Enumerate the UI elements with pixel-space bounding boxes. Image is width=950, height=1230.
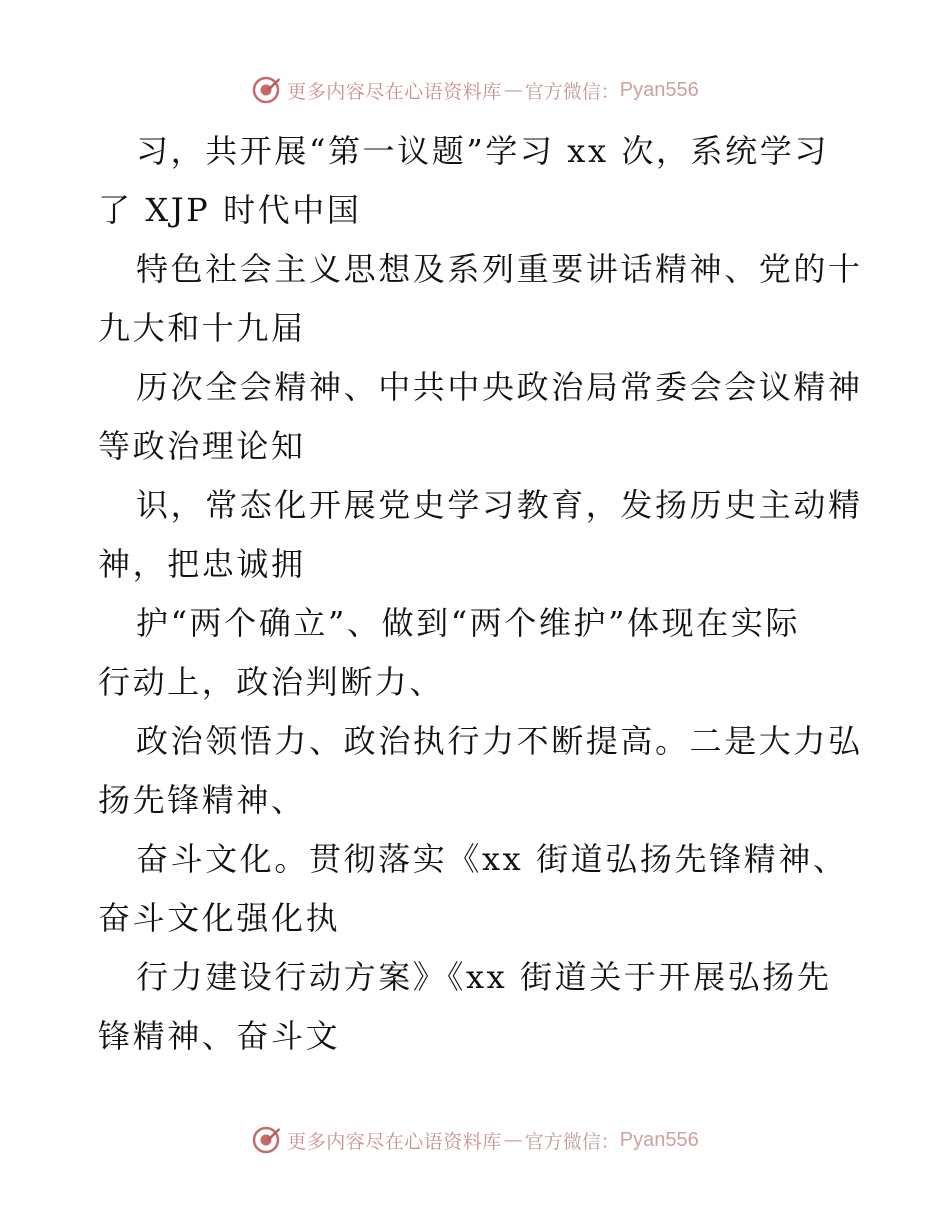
footer-watermark: [0, 1120, 950, 1160]
pen-logo-icon: [251, 1125, 281, 1155]
watermark-text: 更多内容尽在心语资料库: [287, 80, 502, 103]
text-line: 奋斗文化。贯彻落实《xx 街道弘扬先锋精神、: [136, 840, 848, 878]
watermark-separator: —: [503, 1129, 523, 1151]
text-line: 特色社会主义思想及系列重要讲话精神、党的十: [136, 250, 863, 288]
text-line: 政治领悟力、政治执行力不断提高。二是大力弘: [136, 722, 863, 760]
pen-logo-icon: [251, 75, 281, 105]
text-line: 等政治理论知: [98, 427, 306, 465]
text-line: 识，常态化开展党史学习教育，发扬历史主动精: [136, 486, 863, 524]
watermark-wechat-label: 官方微信：: [524, 1130, 620, 1153]
text-line: 九大和十九届: [98, 309, 306, 347]
text-line: 锋精神、奋斗文: [98, 1017, 341, 1055]
header-watermark: [0, 70, 950, 110]
watermark-wechat-id: Pyan556: [619, 78, 699, 101]
watermark-separator: —: [503, 79, 523, 101]
text-line: 奋斗文化强化执: [98, 899, 341, 937]
text-line: 行动上，政治判断力、: [98, 663, 445, 701]
watermark-text: 更多内容尽在心语资料库: [287, 1130, 502, 1153]
text-line: 神，把忠诚拥: [98, 545, 306, 583]
text-line: 历次全会精神、中共中央政治局常委会会议精神: [136, 368, 863, 406]
text-line: 习，共开展“第一议题”学习 xx 次，系统学习: [136, 132, 829, 170]
document-body: [98, 122, 863, 1066]
text-line: 扬先锋精神、: [98, 781, 306, 819]
watermark-wechat-id: Pyan556: [619, 1128, 699, 1151]
text-line: 了 XJP 时代中国: [98, 191, 362, 229]
text-line: 行力建设行动方案》《xx 街道关于开展弘扬先: [136, 958, 832, 996]
text-line: 护“两个确立”、做到“两个维护”体现在实际: [136, 604, 801, 642]
watermark-wechat-label: 官方微信：: [524, 80, 620, 103]
